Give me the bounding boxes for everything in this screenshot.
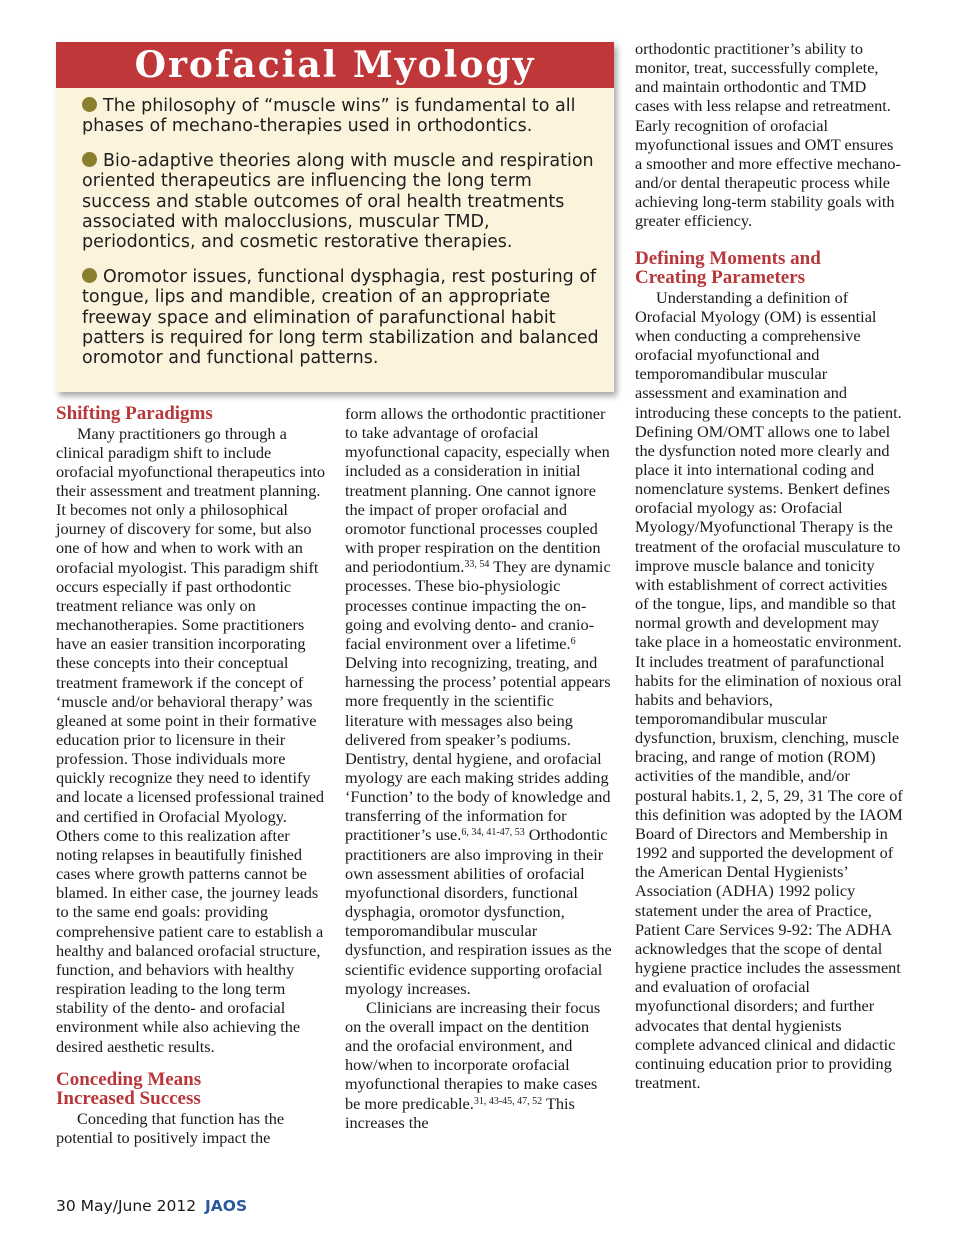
callout-bullet-1: The philosophy of “muscle wins” is fundamental to all phases of mechano-therapies used in orthodontics. [82, 96, 576, 137]
citation: 31, 43-45, 47, 52 [473, 1095, 543, 1107]
journal-name: JAOS [205, 1197, 248, 1215]
citation: 6, 34, 41-47, 53 [461, 827, 525, 839]
callout-title: Orofacial Myology [56, 42, 614, 88]
callout-bullet-3: Oromotor issues, functional dysphagia, rest posturing of tongue, lips and mandible, creation of an appropriate freeway space and elimination of parafunctional habit patters is required for long term stabilization and balanced oromotor and functional patterns. [82, 266, 599, 369]
callout-bullet-2: Bio-adaptive theories along with muscle and respiration oriented therapeutics are influencing the long term success and stable outcomes of oral health treatments associated with malocclusions, muscular TMD, periodontics, and cosmetic restorative therapies. [82, 150, 594, 253]
issue-date: May/June 2012 [80, 1197, 197, 1215]
citation: 33, 54 [464, 559, 490, 571]
callout-body [56, 88, 614, 369]
citation: 6 [570, 635, 576, 647]
bullet-dot-icon [82, 97, 97, 112]
paragraph-function-form: form allows the orthodontic practitioner to take advantage of orofacial myofunctional capacity, especially when included as a consideration in initial treatment planning. One cannot ignore the impact of proper orofacial and oromotor functional processes coupled with proper respiration on the dentition and periodontium.$^{33, 54}$ They are dynamic processes. These bio-physiologic processes continue impacting the on-going and evolving dento- and cranio-facial environment over a lifetime.$^6$ Delving into recognizing, treating, and harnessing the process’ potential appears more frequently in the scientific literature with messages also being delivered from speaker’s podiums. Dentistry, dental hygiene, and orofacial myology are each making strides adding ‘Function’ to the body of knowledge and transferring of the information for practitioner’s use.$^{6, 34, 41-47, 53}$ Orthodontic practitioners are also improving in their own assessment abilities of orofacial myofunctional disorders, functional dysphagia, oromotor dysfunction, temporomandibular muscular dysfunction, and respiration issues as the scientific evidence supporting orofacial myology increases. [345, 404, 612, 998]
callout-box [56, 42, 614, 392]
paragraph-practitioner-ability: orthodontic practitioner’s ability to monitor, treat, successfully complete, and maintain orthodontic and TMD cases with less relapse and retreatment. Early recognition of orofacial myofunctional issues and OMT ensures a smoother and more effective mechano- and/or dental therapeutic process while achieving long-term stability goals with greater efficiency. [635, 39, 901, 231]
paragraph-definition: Understanding a definition of Orofacial Myology (OM) is essential when conducting a comprehensive orofacial myofunctional and temporomandibular muscular assessment and examination and introducing these concepts to the patient. Defining OM/OMT allows one to label the dysfunction noted more clearly and place it into international coding and nomenclature systems. Benkert defines orofacial myology as: Orofacial Myology/Myofunctional Therapy is the treatment of the orofacial musculature to improve muscle balance and tonicity with establishment of correct activities of the tongue, lips, and mandible so that normal growth and development may take place in a homeostatic environment. It includes treatment of parafunctional habits for the elimination of noxious oral habits and behaviors, temporomandibular muscular dysfunction, bruxism, clenching, muscle bracing, and range of motion (ROM) activities of the mandible, and/or postural habits.1, 2, 5, 29, 31 The core of this definition was adopted by the IAOM Board of Directors and Membership in 1992 and supported the development of the American Dental Hygienists’ Association (ADHA) 1992 policy statement under the area of Practice, Patient Care Services 9-92: The ADHA acknowledges that the scope of dental hygiene practice includes the assessment and evaluation of orofacial myofunctional disorders; and further advocates that dental hygienists complete advanced clinical and didactic continuing education prior to providing treatment. [635, 287, 903, 1092]
page-footer [56, 1197, 247, 1215]
heading-shifting-paradigms: Shifting Paradigms [56, 403, 213, 424]
bullet-dot-icon [82, 268, 97, 283]
bullet-dot-icon [82, 152, 97, 167]
column-3 [635, 39, 903, 1092]
heading-conceding-means: Conceding Means Increased Success [56, 1068, 202, 1110]
page-number: 30 [56, 1197, 76, 1215]
paragraph-shifting-paradigms: Many practitioners go through a clinical paradigm shift to include orofacial myofunctional therapeutics into their assessment and treatment planning. It becomes not only a philosophical journey of discovery for some, but also one of how and when to work with an orofacial myologist. This paradigm shift occurs especially if past orthodontic treatment reliance was only on mechanotherapies. Some practitioners have an easier transition incorporating these concepts into their conceptual treatment framework if the concept of ‘muscle and/or behavioral therapy’ was gleaned at some point in their formative education prior to licensure in their profession. Those individuals more quickly recognize they need to identify and locate a licensed professional trained and certified in Orofacial Myology. Others come to this realization after noting relapses in beautifully finished cases where growth patterns cannot be blamed. In either case, the journey leads to the same end goals: providing comprehensive patient care to establish a healthy and balanced orofacial structure, function, and behaviors with healthy respiration leading to the long term stability of the dento- and orofacial environment while also achieving the desired aesthetic results. [56, 423, 325, 1056]
column-1 [56, 404, 325, 1147]
paragraph-clinicians: Clinicians are increasing their focus on the overall impact on the dentition and the orofacial environment, and how/when to incorporate orofacial myofunctional therapies to make cases be more predicable.$^{31, 43-45, 47, 52}$ This increases the [345, 997, 601, 1132]
paragraph-conceding: Conceding that function has the potential to positively impact the [56, 1108, 285, 1147]
column-2 [345, 404, 616, 1132]
heading-defining-moments: Defining Moments and Creating Parameters [635, 247, 821, 289]
